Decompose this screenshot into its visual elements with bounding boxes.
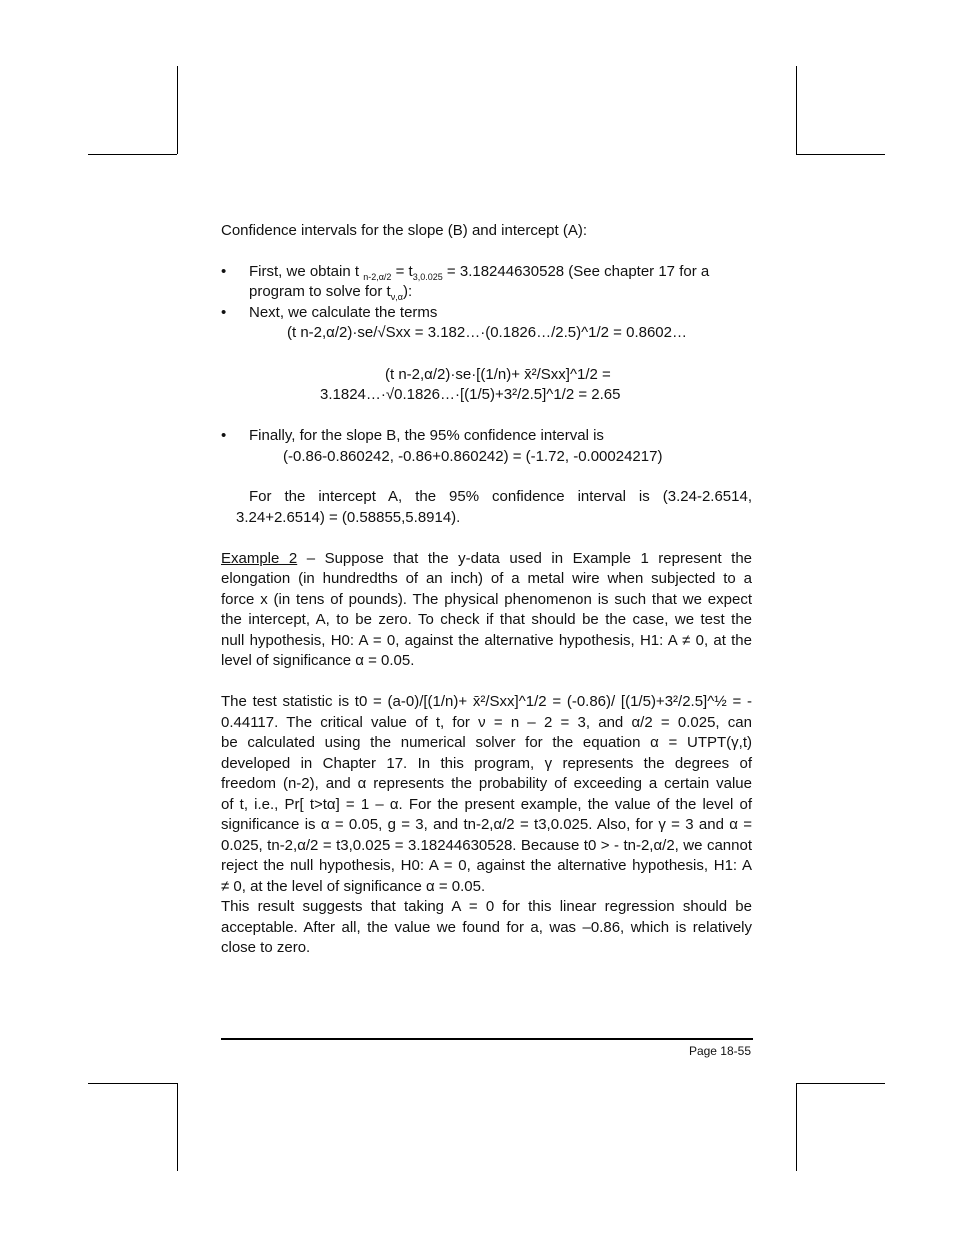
example2-line-4: the intercept, A, to be zero. To check if that should be the case, we test the: [221, 611, 752, 628]
bullet-marker: •: [221, 304, 227, 321]
example2-line-6: level of significance α = 0.05.: [221, 652, 415, 669]
example2-line-1: Example 2 – Suppose that the y-data used in Example 1 represent the: [221, 550, 753, 567]
section-heading: Confidence intervals for the slope (B) and intercept (A):: [221, 222, 588, 239]
test-line-5: freedom (n-2), and α represents the probability of exceeding a certain value: [221, 775, 752, 792]
crop-mark-bottom-right-h: [796, 1083, 885, 1084]
crop-mark-top-right-v: [796, 66, 797, 154]
footer-rule: [221, 1038, 753, 1040]
example2-line-5: null hypothesis, H0: A = 0, against the alternative hypothesis, H1: A ≠ 0, at the: [221, 632, 752, 649]
example2-line-2: elongation (in hundredths of an inch) of a metal wire when subjected to a: [221, 570, 752, 587]
result-line-3: close to zero.: [221, 939, 311, 956]
bullet-1-line-1: First, we obtain t $_{n-2,\alpha/2} = t_{3,0.025} = 3.18244630528$ (See chapter 17 for a: [249, 263, 710, 282]
test-line-6: of t, i.e., Pr[ t>tα] = 1 – α. For the present example, the value of the level of: [221, 796, 752, 813]
crop-mark-top-left-h: [88, 154, 177, 155]
crop-mark-top-right-h: [796, 154, 885, 155]
intercept-line-1: For the intercept A, the 95% confidence interval is (3.24-2.6514,: [249, 488, 752, 505]
test-line-7: significance is α = 0.05, g = 3, and tn-2,α/2 = t3,0.025. Also, for γ = 3 and α =: [221, 816, 752, 833]
bullet-3-line-2: (-0.86-0.860242, -0.86+0.860242) = (-1.72, -0.00024217): [283, 448, 663, 465]
crop-mark-top-left-v: [177, 66, 178, 154]
test-line-9: reject the null hypothesis, H0: A = 0, against the alternative hypothesis, H1: A: [221, 857, 752, 874]
test-line-2: 0.44117. The critical value of t, for ν = n – 2 = 3, and α/2 = 0.025, can: [221, 714, 752, 731]
result-line-2: acceptable. After all, the value we found for a, was –0.86, which is relatively: [221, 919, 752, 936]
intercept-line-2: 3.24+2.6514) = (0.58855,5.8914).: [236, 509, 461, 526]
bullet-3-line-1: Finally, for the slope B, the 95% confidence interval is: [249, 427, 604, 444]
bullet-2-line-1: Next, we calculate the terms: [249, 304, 438, 321]
bullet-1-line-2: program to solve for $t_{\nu,\alpha}$):: [249, 283, 413, 302]
result-line-1: This result suggests that taking A = 0 for this linear regression should be: [221, 898, 752, 915]
crop-mark-bottom-right-v: [796, 1083, 797, 1171]
equation-1: (t n-2,α/2)·se/√Sxx = 3.182…·(0.1826…/2.5)^1/2 = 0.8602…: [287, 324, 687, 341]
example2-line-3: force x (in tens of pounds). The physical phenomenon is such that we expect: [221, 591, 752, 608]
crop-mark-bottom-left-h: [88, 1083, 177, 1084]
test-line-1: The test statistic is t0 = (a-0)/[(1/n)+ x̄²/Sxx]^1/2 = (-0.86)/ [(1/5)+3²/2.5]^½ = -: [221, 693, 752, 710]
test-line-8: 0.025, tn-2,α/2 = t3,0.025 = 3.18244630528. Because t0 > - tn-2,α/2, we cannot: [221, 837, 752, 854]
test-line-4: developed in Chapter 17. In this program, γ represents the degrees of: [221, 755, 752, 772]
crop-mark-bottom-left-v: [177, 1083, 178, 1171]
test-line-3: be calculated using the numerical solver for the equation α = UTPT(γ,t): [221, 734, 752, 751]
bullet-marker: •: [221, 263, 227, 280]
page-number: Page 18-55: [688, 1044, 751, 1058]
bullet-marker: •: [221, 427, 227, 444]
equation-2a: (t n-2,α/2)·se·[(1/n)+ x̄²/Sxx]^1/2 =: [385, 366, 611, 383]
example2-label: Example 2: [221, 550, 298, 567]
equation-2b: 3.1824…·√0.1826…·[(1/5)+3²/2.5]^1/2 = 2.65: [320, 386, 621, 403]
test-line-10: ≠ 0, at the level of significance α = 0.05.: [221, 878, 486, 895]
